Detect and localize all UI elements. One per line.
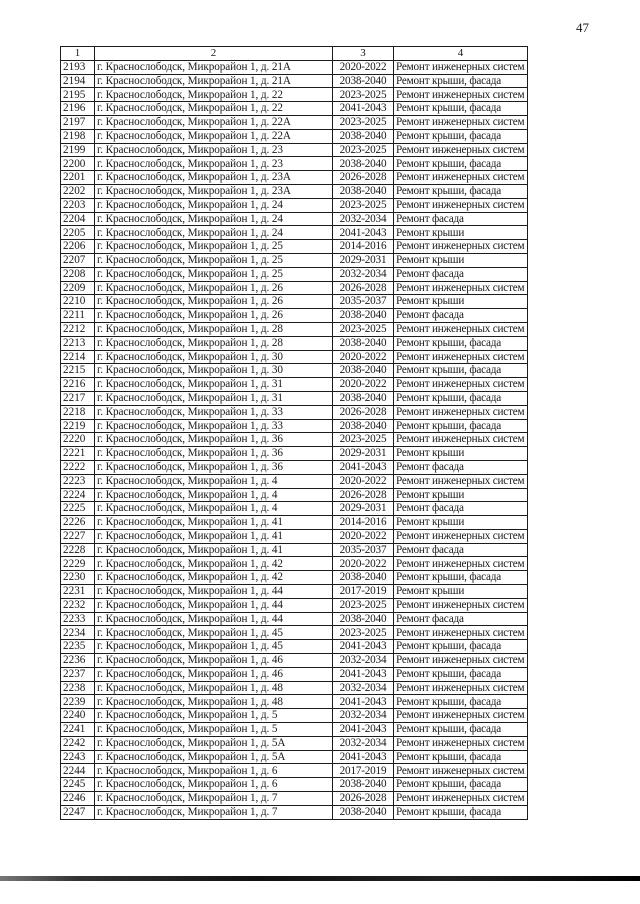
- table-row: [61, 460, 528, 474]
- cell-address: г. Краснослободск, Микрорайон 1, д. 48: [95, 681, 333, 695]
- cell-work-type: Ремонт фасада: [394, 543, 528, 557]
- cell-work-type: Ремонт крыши, фасада: [394, 74, 528, 88]
- cell-work-type: Ремонт инженерных систем: [394, 736, 528, 750]
- cell-number: 2225: [61, 502, 95, 516]
- cell-number: 2237: [61, 667, 95, 681]
- cell-address: г. Краснослободск, Микрорайон 1, д. 23: [95, 157, 333, 171]
- cell-period: 2038-2040: [333, 571, 394, 585]
- cell-number: 2202: [61, 184, 95, 198]
- cell-number: 2224: [61, 488, 95, 502]
- cell-work-type: Ремонт крыши: [394, 253, 528, 267]
- cell-work-type: Ремонт крыши: [394, 488, 528, 502]
- cell-period: 2038-2040: [333, 364, 394, 378]
- cell-address: г. Краснослободск, Микрорайон 1, д. 26: [95, 309, 333, 323]
- cell-number: 2209: [61, 281, 95, 295]
- table-row: [61, 267, 528, 281]
- cell-number: 2201: [61, 171, 95, 185]
- cell-period: 2041-2043: [333, 102, 394, 116]
- cell-number: 2239: [61, 695, 95, 709]
- cell-period: 2038-2040: [333, 184, 394, 198]
- cell-number: 2235: [61, 640, 95, 654]
- cell-address: г. Краснослободск, Микрорайон 1, д. 31: [95, 391, 333, 405]
- table-row: [61, 115, 528, 129]
- cell-number: 2233: [61, 612, 95, 626]
- table-row: [61, 350, 528, 364]
- table-row: [61, 516, 528, 530]
- header-col-work: 4: [394, 47, 528, 61]
- cell-period: 2041-2043: [333, 723, 394, 737]
- cell-number: 2199: [61, 143, 95, 157]
- cell-number: 2227: [61, 529, 95, 543]
- cell-period: 2023-2025: [333, 433, 394, 447]
- table-row: [61, 750, 528, 764]
- cell-work-type: Ремонт инженерных систем: [394, 792, 528, 806]
- cell-work-type: Ремонт крыши, фасада: [394, 667, 528, 681]
- cell-address: г. Краснослободск, Микрорайон 1, д. 24: [95, 212, 333, 226]
- table-row: [61, 143, 528, 157]
- cell-address: г. Краснослободск, Микрорайон 1, д. 22А: [95, 115, 333, 129]
- cell-period: 2041-2043: [333, 695, 394, 709]
- table-row: [61, 488, 528, 502]
- cell-number: 2219: [61, 419, 95, 433]
- cell-period: 2032-2034: [333, 736, 394, 750]
- table-row: [61, 667, 528, 681]
- cell-address: г. Краснослободск, Микрорайон 1, д. 42: [95, 571, 333, 585]
- table-row: [61, 240, 528, 254]
- cell-address: г. Краснослободск, Микрорайон 1, д. 7: [95, 805, 333, 819]
- cell-number: 2221: [61, 447, 95, 461]
- cell-number: 2198: [61, 129, 95, 143]
- cell-work-type: Ремонт инженерных систем: [394, 88, 528, 102]
- cell-number: 2210: [61, 295, 95, 309]
- cell-address: г. Краснослободск, Микрорайон 1, д. 30: [95, 350, 333, 364]
- cell-address: г. Краснослободск, Микрорайон 1, д. 21А: [95, 74, 333, 88]
- table-row: [61, 805, 528, 819]
- cell-number: 2217: [61, 391, 95, 405]
- cell-number: 2205: [61, 226, 95, 240]
- cell-address: г. Краснослободск, Микрорайон 1, д. 24: [95, 226, 333, 240]
- table-row: [61, 281, 528, 295]
- cell-address: г. Краснослободск, Микрорайон 1, д. 36: [95, 447, 333, 461]
- cell-address: г. Краснослободск, Микрорайон 1, д. 23: [95, 143, 333, 157]
- cell-address: г. Краснослободск, Микрорайон 1, д. 22А: [95, 129, 333, 143]
- cell-work-type: Ремонт инженерных систем: [394, 143, 528, 157]
- cell-period: 2038-2040: [333, 778, 394, 792]
- cell-work-type: Ремонт инженерных систем: [394, 764, 528, 778]
- table-row: [61, 654, 528, 668]
- cell-period: 2038-2040: [333, 74, 394, 88]
- cell-period: 2032-2034: [333, 709, 394, 723]
- cell-number: 2200: [61, 157, 95, 171]
- table-row: [61, 612, 528, 626]
- cell-number: 2232: [61, 598, 95, 612]
- cell-number: 2247: [61, 805, 95, 819]
- cell-number: 2203: [61, 198, 95, 212]
- cell-address: г. Краснослободск, Микрорайон 1, д. 7: [95, 792, 333, 806]
- cell-address: г. Краснослободск, Микрорайон 1, д. 48: [95, 695, 333, 709]
- cell-period: 2020-2022: [333, 378, 394, 392]
- cell-number: 2238: [61, 681, 95, 695]
- cell-number: 2213: [61, 336, 95, 350]
- cell-number: 2211: [61, 309, 95, 323]
- table-row: [61, 709, 528, 723]
- cell-address: г. Краснослободск, Микрорайон 1, д. 5: [95, 723, 333, 737]
- cell-work-type: Ремонт крыши: [394, 516, 528, 530]
- cell-work-type: Ремонт инженерных систем: [394, 433, 528, 447]
- cell-work-type: Ремонт инженерных систем: [394, 350, 528, 364]
- cell-address: г. Краснослободск, Микрорайон 1, д. 23А: [95, 184, 333, 198]
- cell-address: г. Краснослободск, Микрорайон 1, д. 46: [95, 654, 333, 668]
- cell-address: г. Краснослободск, Микрорайон 1, д. 4: [95, 488, 333, 502]
- cell-address: г. Краснослободск, Микрорайон 1, д. 23А: [95, 171, 333, 185]
- table-row: [61, 598, 528, 612]
- cell-work-type: Ремонт крыши, фасада: [394, 184, 528, 198]
- cell-address: г. Краснослободск, Микрорайон 1, д. 26: [95, 295, 333, 309]
- cell-period: 2041-2043: [333, 640, 394, 654]
- table-row: [61, 198, 528, 212]
- cell-number: 2196: [61, 102, 95, 116]
- table-row: [61, 157, 528, 171]
- cell-period: 2017-2019: [333, 585, 394, 599]
- cell-number: 2204: [61, 212, 95, 226]
- cell-period: 2035-2037: [333, 543, 394, 557]
- cell-period: 2038-2040: [333, 157, 394, 171]
- cell-work-type: Ремонт крыши, фасада: [394, 805, 528, 819]
- cell-period: 2032-2034: [333, 212, 394, 226]
- cell-number: 2208: [61, 267, 95, 281]
- cell-period: 2026-2028: [333, 405, 394, 419]
- cell-address: г. Краснослободск, Микрорайон 1, д. 25: [95, 253, 333, 267]
- cell-number: 2243: [61, 750, 95, 764]
- cell-number: 2236: [61, 654, 95, 668]
- cell-work-type: Ремонт инженерных систем: [394, 115, 528, 129]
- cell-work-type: Ремонт инженерных систем: [394, 198, 528, 212]
- table-row: [61, 778, 528, 792]
- cell-period: 2041-2043: [333, 460, 394, 474]
- cell-work-type: Ремонт крыши: [394, 447, 528, 461]
- cell-number: 2234: [61, 626, 95, 640]
- table-row: [61, 405, 528, 419]
- cell-work-type: Ремонт инженерных систем: [394, 681, 528, 695]
- bottom-scan-line: [0, 876, 640, 881]
- cell-work-type: Ремонт крыши, фасада: [394, 129, 528, 143]
- cell-period: 2038-2040: [333, 419, 394, 433]
- cell-period: 2023-2025: [333, 322, 394, 336]
- cell-number: 2230: [61, 571, 95, 585]
- table-row: [61, 212, 528, 226]
- cell-period: 2020-2022: [333, 529, 394, 543]
- header-col-number: 1: [61, 47, 95, 61]
- table-row: [61, 571, 528, 585]
- cell-work-type: Ремонт инженерных систем: [394, 626, 528, 640]
- cell-period: 2041-2043: [333, 226, 394, 240]
- cell-period: 2023-2025: [333, 115, 394, 129]
- cell-address: г. Краснослободск, Микрорайон 1, д. 30: [95, 364, 333, 378]
- cell-number: 2229: [61, 557, 95, 571]
- cell-period: 2038-2040: [333, 805, 394, 819]
- cell-work-type: Ремонт крыши: [394, 226, 528, 240]
- cell-work-type: Ремонт инженерных систем: [394, 654, 528, 668]
- table-row: [61, 129, 528, 143]
- table-row: [61, 184, 528, 198]
- cell-work-type: Ремонт инженерных систем: [394, 240, 528, 254]
- table-row: [61, 378, 528, 392]
- cell-period: 2038-2040: [333, 391, 394, 405]
- table-row: [61, 364, 528, 378]
- cell-number: 2246: [61, 792, 95, 806]
- cell-work-type: Ремонт крыши, фасада: [394, 750, 528, 764]
- table-row: [61, 447, 528, 461]
- cell-address: г. Краснослободск, Микрорайон 1, д. 41: [95, 543, 333, 557]
- cell-address: г. Краснослободск, Микрорайон 1, д. 24: [95, 198, 333, 212]
- cell-number: 2218: [61, 405, 95, 419]
- cell-period: 2020-2022: [333, 60, 394, 74]
- table-row: [61, 102, 528, 116]
- cell-work-type: Ремонт крыши, фасада: [394, 640, 528, 654]
- cell-address: г. Краснослободск, Микрорайон 1, д. 45: [95, 626, 333, 640]
- cell-period: 2023-2025: [333, 88, 394, 102]
- table-header: [61, 47, 528, 61]
- cell-work-type: Ремонт инженерных систем: [394, 378, 528, 392]
- cell-work-type: Ремонт инженерных систем: [394, 322, 528, 336]
- cell-work-type: Ремонт инженерных систем: [394, 529, 528, 543]
- cell-work-type: Ремонт фасада: [394, 502, 528, 516]
- cell-number: 2226: [61, 516, 95, 530]
- cell-number: 2241: [61, 723, 95, 737]
- cell-work-type: Ремонт инженерных систем: [394, 281, 528, 295]
- cell-work-type: Ремонт крыши, фасада: [394, 157, 528, 171]
- cell-number: 2244: [61, 764, 95, 778]
- cell-address: г. Краснослободск, Микрорайон 1, д. 44: [95, 598, 333, 612]
- cell-period: 2020-2022: [333, 557, 394, 571]
- cell-period: 2032-2034: [333, 654, 394, 668]
- cell-period: 2020-2022: [333, 350, 394, 364]
- cell-address: г. Краснослободск, Микрорайон 1, д. 25: [95, 240, 333, 254]
- cell-work-type: Ремонт инженерных систем: [394, 709, 528, 723]
- cell-address: г. Краснослободск, Микрорайон 1, д. 5: [95, 709, 333, 723]
- cell-work-type: Ремонт крыши: [394, 295, 528, 309]
- cell-period: 2041-2043: [333, 667, 394, 681]
- cell-address: г. Краснослободск, Микрорайон 1, д. 46: [95, 667, 333, 681]
- cell-work-type: Ремонт крыши, фасада: [394, 102, 528, 116]
- cell-period: 2023-2025: [333, 143, 394, 157]
- cell-period: 2023-2025: [333, 598, 394, 612]
- table-row: [61, 309, 528, 323]
- cell-work-type: Ремонт крыши, фасада: [394, 695, 528, 709]
- table-row: [61, 60, 528, 74]
- cell-work-type: Ремонт фасада: [394, 212, 528, 226]
- cell-address: г. Краснослободск, Микрорайон 1, д. 44: [95, 585, 333, 599]
- cell-number: 2194: [61, 74, 95, 88]
- table-row: [61, 295, 528, 309]
- cell-period: 2014-2016: [333, 240, 394, 254]
- table-row: [61, 695, 528, 709]
- cell-address: г. Краснослободск, Микрорайон 1, д. 44: [95, 612, 333, 626]
- cell-period: 2029-2031: [333, 447, 394, 461]
- table-row: [61, 557, 528, 571]
- cell-work-type: Ремонт фасада: [394, 612, 528, 626]
- table-row: [61, 640, 528, 654]
- cell-number: 2193: [61, 60, 95, 74]
- cell-address: г. Краснослободск, Микрорайон 1, д. 36: [95, 460, 333, 474]
- table-row: [61, 322, 528, 336]
- cell-period: 2023-2025: [333, 198, 394, 212]
- table-row: [61, 88, 528, 102]
- table-row: [61, 391, 528, 405]
- cell-period: 2014-2016: [333, 516, 394, 530]
- cell-work-type: Ремонт фасада: [394, 309, 528, 323]
- cell-work-type: Ремонт инженерных систем: [394, 474, 528, 488]
- cell-work-type: Ремонт крыши, фасада: [394, 419, 528, 433]
- cell-period: 2038-2040: [333, 309, 394, 323]
- cell-address: г. Краснослободск, Микрорайон 1, д. 6: [95, 778, 333, 792]
- cell-work-type: Ремонт фасада: [394, 267, 528, 281]
- cell-period: 2038-2040: [333, 612, 394, 626]
- cell-address: г. Краснослободск, Микрорайон 1, д. 28: [95, 322, 333, 336]
- cell-work-type: Ремонт фасада: [394, 460, 528, 474]
- cell-period: 2017-2019: [333, 764, 394, 778]
- cell-work-type: Ремонт крыши, фасада: [394, 571, 528, 585]
- cell-period: 2029-2031: [333, 253, 394, 267]
- cell-address: г. Краснослободск, Микрорайон 1, д. 28: [95, 336, 333, 350]
- header-row: [61, 47, 528, 61]
- cell-address: г. Краснослободск, Микрорайон 1, д. 5А: [95, 736, 333, 750]
- cell-work-type: Ремонт инженерных систем: [394, 171, 528, 185]
- cell-address: г. Краснослободск, Микрорайон 1, д. 5А: [95, 750, 333, 764]
- cell-address: г. Краснослободск, Микрорайон 1, д. 22: [95, 88, 333, 102]
- cell-work-type: Ремонт инженерных систем: [394, 557, 528, 571]
- cell-work-type: Ремонт инженерных систем: [394, 405, 528, 419]
- cell-period: 2026-2028: [333, 792, 394, 806]
- table-row: [61, 681, 528, 695]
- cell-address: г. Краснослободск, Микрорайон 1, д. 6: [95, 764, 333, 778]
- cell-period: 2032-2034: [333, 267, 394, 281]
- cell-address: г. Краснослободск, Микрорайон 1, д. 4: [95, 502, 333, 516]
- cell-number: 2228: [61, 543, 95, 557]
- table-row: [61, 529, 528, 543]
- table-row: [61, 736, 528, 750]
- cell-address: г. Краснослободск, Микрорайон 1, д. 22: [95, 102, 333, 116]
- cell-address: г. Краснослободск, Микрорайон 1, д. 26: [95, 281, 333, 295]
- cell-work-type: Ремонт крыши, фасада: [394, 778, 528, 792]
- cell-number: 2197: [61, 115, 95, 129]
- cell-address: г. Краснослободск, Микрорайон 1, д. 41: [95, 529, 333, 543]
- table-row: [61, 626, 528, 640]
- cell-period: 2041-2043: [333, 750, 394, 764]
- cell-period: 2026-2028: [333, 281, 394, 295]
- table-row: [61, 474, 528, 488]
- cell-address: г. Краснослободск, Микрорайон 1, д. 45: [95, 640, 333, 654]
- cell-address: г. Краснослободск, Микрорайон 1, д. 25: [95, 267, 333, 281]
- cell-address: г. Краснослободск, Микрорайон 1, д. 4: [95, 474, 333, 488]
- cell-work-type: Ремонт крыши, фасада: [394, 364, 528, 378]
- cell-address: г. Краснослободск, Микрорайон 1, д. 41: [95, 516, 333, 530]
- cell-number: 2216: [61, 378, 95, 392]
- cell-period: 2035-2037: [333, 295, 394, 309]
- cell-work-type: Ремонт инженерных систем: [394, 598, 528, 612]
- cell-number: 2220: [61, 433, 95, 447]
- table-row: [61, 433, 528, 447]
- cell-number: 2195: [61, 88, 95, 102]
- cell-work-type: Ремонт крыши, фасада: [394, 391, 528, 405]
- cell-work-type: Ремонт крыши, фасада: [394, 336, 528, 350]
- cell-work-type: Ремонт крыши, фасада: [394, 723, 528, 737]
- page-number: 47: [576, 20, 589, 35]
- table-row: [61, 764, 528, 778]
- cell-address: г. Краснослободск, Микрорайон 1, д. 36: [95, 433, 333, 447]
- cell-work-type: Ремонт инженерных систем: [394, 60, 528, 74]
- cell-number: 2242: [61, 736, 95, 750]
- cell-number: 2214: [61, 350, 95, 364]
- table-row: [61, 253, 528, 267]
- table-row: [61, 543, 528, 557]
- cell-number: 2212: [61, 322, 95, 336]
- cell-number: 2231: [61, 585, 95, 599]
- table-row: [61, 585, 528, 599]
- table-row: [61, 723, 528, 737]
- cell-period: 2026-2028: [333, 488, 394, 502]
- cell-number: 2215: [61, 364, 95, 378]
- cell-period: 2038-2040: [333, 336, 394, 350]
- table-row: [61, 74, 528, 88]
- cell-address: г. Краснослободск, Микрорайон 1, д. 42: [95, 557, 333, 571]
- cell-number: 2207: [61, 253, 95, 267]
- cell-period: 2032-2034: [333, 681, 394, 695]
- cell-period: 2029-2031: [333, 502, 394, 516]
- cell-period: 2026-2028: [333, 171, 394, 185]
- table-body: [61, 60, 528, 819]
- table-row: [61, 502, 528, 516]
- cell-number: 2206: [61, 240, 95, 254]
- register-table: [60, 46, 528, 820]
- cell-address: г. Краснослободск, Микрорайон 1, д. 31: [95, 378, 333, 392]
- cell-address: г. Краснослободск, Микрорайон 1, д. 21А: [95, 60, 333, 74]
- cell-number: 2222: [61, 460, 95, 474]
- cell-number: 2240: [61, 709, 95, 723]
- header-col-address: 2: [95, 47, 333, 61]
- cell-address: г. Краснослободск, Микрорайон 1, д. 33: [95, 405, 333, 419]
- cell-number: 2223: [61, 474, 95, 488]
- cell-period: 2023-2025: [333, 626, 394, 640]
- cell-number: 2245: [61, 778, 95, 792]
- cell-work-type: Ремонт крыши: [394, 585, 528, 599]
- cell-period: 2038-2040: [333, 129, 394, 143]
- table-row: [61, 336, 528, 350]
- header-col-period: 3: [333, 47, 394, 61]
- table-row: [61, 792, 528, 806]
- cell-period: 2020-2022: [333, 474, 394, 488]
- table-row: [61, 419, 528, 433]
- table-row: [61, 226, 528, 240]
- table-row: [61, 171, 528, 185]
- cell-address: г. Краснослободск, Микрорайон 1, д. 33: [95, 419, 333, 433]
